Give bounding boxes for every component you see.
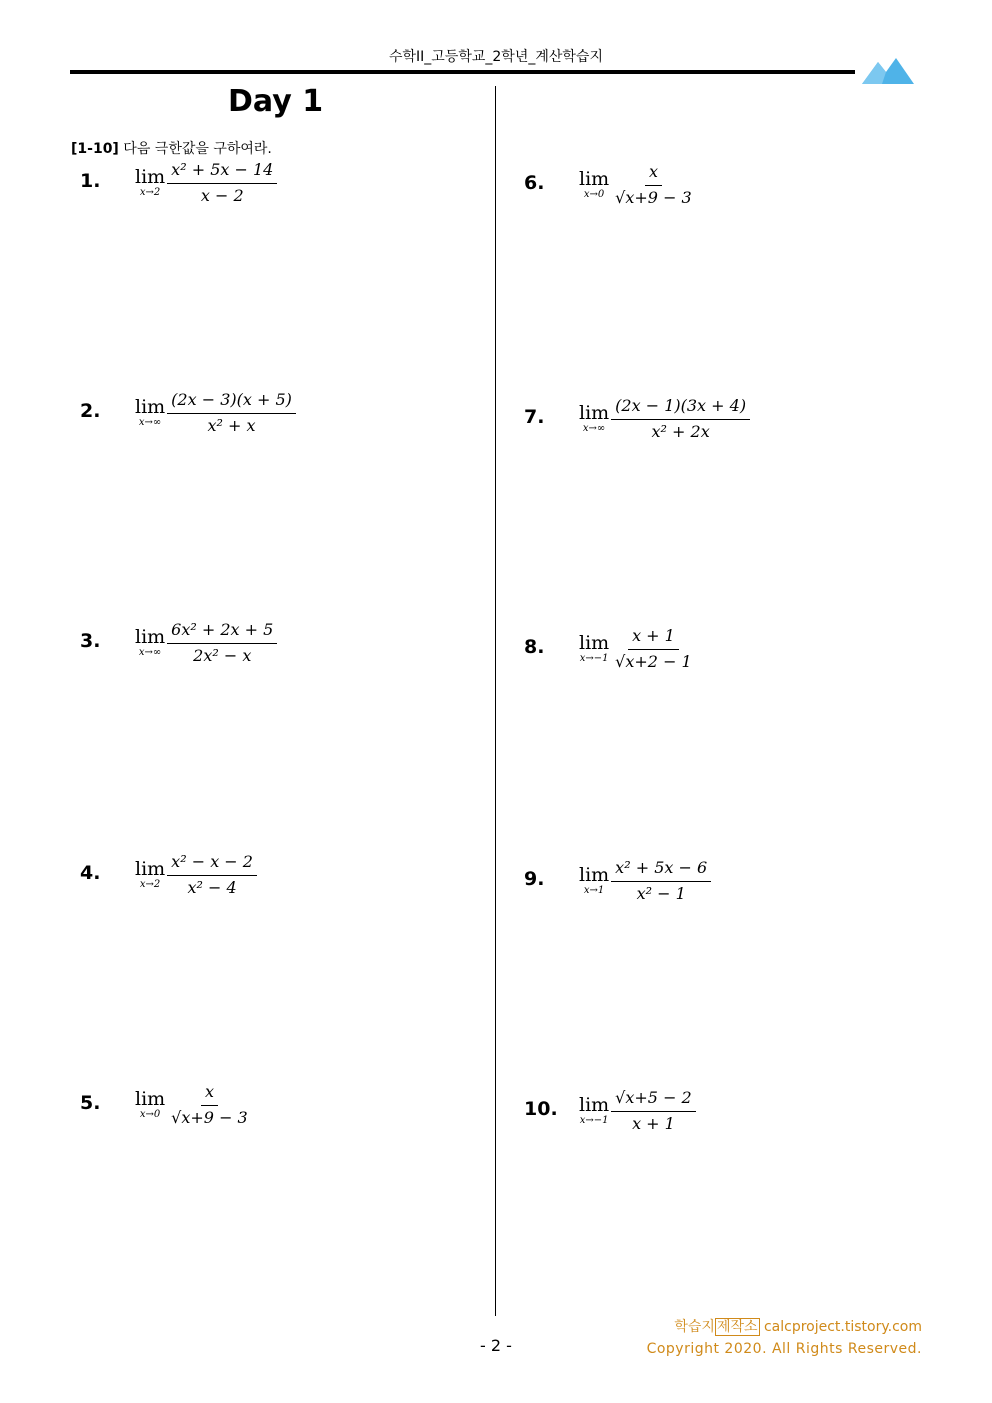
column-divider <box>495 86 496 1316</box>
numerator: x² + 5x − 14 <box>167 160 277 184</box>
day-title: Day 1 <box>228 84 324 119</box>
lim-label: lim <box>579 1094 610 1116</box>
lim-subscript: x→∞ <box>138 417 162 428</box>
numerator: x <box>201 1082 218 1106</box>
limit-expression <box>579 162 696 208</box>
lim-subscript: x→2 <box>139 187 161 198</box>
lim-label: lim <box>135 166 166 188</box>
footer-copyright: Copyright 2020. All Rights Reserved. <box>646 1341 922 1357</box>
denominator: x² + 2x <box>651 422 710 441</box>
lim-subscript: x→∞ <box>582 423 606 434</box>
lim-label: lim <box>579 864 610 886</box>
denominator: x² + x <box>207 416 256 435</box>
denominator: √x+9 − 3 <box>171 1108 248 1127</box>
instruction <box>71 138 272 158</box>
problem-number: 10. <box>524 1098 558 1120</box>
numerator: (2x − 1)(3x + 4) <box>611 396 750 420</box>
numerator: 6x² + 2x + 5 <box>167 620 277 644</box>
brand-boxed: 제작소 <box>716 1319 758 1335</box>
denominator: x + 1 <box>632 1114 675 1133</box>
limit-expression <box>135 620 277 666</box>
limit-expression <box>135 160 277 206</box>
lim-subscript: x→∞ <box>138 647 162 658</box>
denominator: √x+9 − 3 <box>615 188 692 207</box>
lim-subscript: x→0 <box>139 1109 161 1120</box>
limit-expression <box>135 1082 252 1128</box>
worksheet-header-title: 수학II_고등학교_2학년_계산학습지 <box>389 49 603 65</box>
problem-number: 4. <box>80 862 101 884</box>
lim-subscript: x→−1 <box>579 1115 609 1126</box>
lim-subscript: x→1 <box>583 885 605 896</box>
limit-expression <box>135 852 257 898</box>
lim-label: lim <box>135 858 166 880</box>
lim-label: lim <box>135 396 166 418</box>
lim-label: lim <box>579 168 610 190</box>
footer-url[interactable]: calcproject.tistory.com <box>763 1319 922 1335</box>
lim-label: lim <box>579 402 610 424</box>
numerator: (2x − 3)(x + 5) <box>167 390 296 414</box>
limit-expression <box>579 626 696 672</box>
lim-label: lim <box>135 1088 166 1110</box>
instruction-text: 다음 극한값을 구하여라. <box>123 141 272 157</box>
numerator: x <box>645 162 662 186</box>
problem-number: 7. <box>524 406 545 428</box>
problem-number: 5. <box>80 1092 101 1114</box>
problem-number: 9. <box>524 868 545 890</box>
limit-expression <box>579 396 750 442</box>
instruction-range: [1-10] <box>71 141 119 157</box>
numerator: √x+5 − 2 <box>611 1088 696 1112</box>
lim-label: lim <box>135 626 166 648</box>
limit-expression <box>579 1088 696 1134</box>
lim-subscript: x→2 <box>139 879 161 890</box>
problem-number: 1. <box>80 170 101 192</box>
problem-number: 6. <box>524 172 545 194</box>
numerator: x² − x − 2 <box>167 852 257 876</box>
mountain-logo-icon <box>862 56 914 86</box>
numerator: x + 1 <box>628 626 679 650</box>
numerator: x² + 5x − 6 <box>611 858 711 882</box>
denominator: x − 2 <box>200 186 244 205</box>
lim-subscript: x→−1 <box>579 653 609 664</box>
lim-subscript: x→0 <box>583 189 605 200</box>
problem-number: 2. <box>80 400 101 422</box>
problem-number: 3. <box>80 630 101 652</box>
header-rule <box>70 70 855 74</box>
limit-expression <box>135 390 296 436</box>
denominator: x² − 1 <box>636 884 686 903</box>
denominator: x² − 4 <box>187 878 237 897</box>
denominator: 2x² − x <box>193 646 252 665</box>
lim-label: lim <box>579 632 610 654</box>
problem-number: 8. <box>524 636 545 658</box>
footer-brand <box>674 1316 922 1336</box>
denominator: √x+2 − 1 <box>615 652 692 671</box>
page-number: - 2 - <box>480 1336 512 1355</box>
limit-expression <box>579 858 711 904</box>
brand-prefix: 학습지 <box>674 1319 715 1335</box>
